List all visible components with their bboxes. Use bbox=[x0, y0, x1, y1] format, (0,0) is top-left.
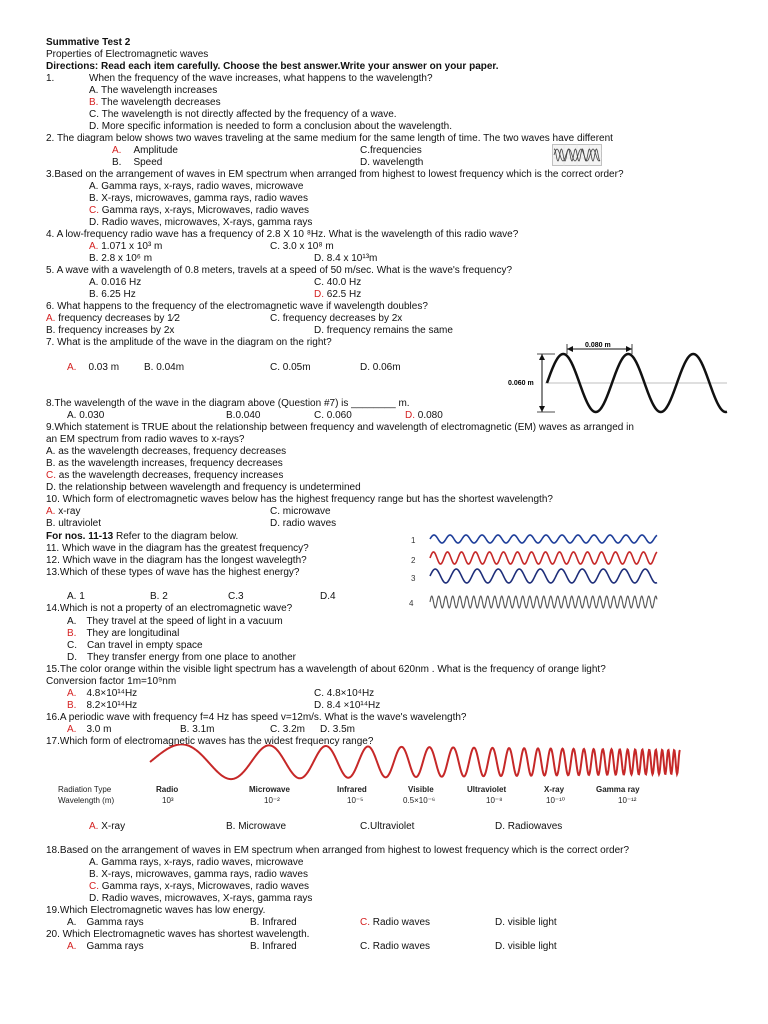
q4-option-c: C. 3.0 x 10⁸ m bbox=[270, 241, 334, 252]
q10-a-text: x-ray bbox=[55, 506, 81, 517]
q2-option-a bbox=[112, 145, 178, 157]
q15-a-letter: A. bbox=[67, 688, 77, 699]
q6-text: 6. What happens to the frequency of the electromagnetic wave if wavelength doubles? bbox=[46, 301, 428, 312]
q11-13-option-b: B. 2 bbox=[150, 591, 168, 602]
q3-option-c bbox=[89, 205, 309, 217]
q9-option-c bbox=[46, 470, 283, 482]
wave-4 bbox=[430, 596, 657, 608]
arrowhead-top bbox=[539, 354, 545, 360]
q16-option-b: B. 3.1m bbox=[180, 724, 215, 735]
q19-option-d: D. visible light bbox=[495, 917, 557, 928]
radio-wavelength: 10³ bbox=[162, 796, 174, 805]
q1-b-text: The wavelength decreases bbox=[98, 97, 221, 108]
q2-option-d: D. wavelength bbox=[360, 157, 424, 168]
q2-b-text: Speed bbox=[133, 157, 163, 168]
q3-option-d: D. Radio waves, microwaves, X-rays, gamma rays bbox=[89, 217, 313, 228]
q18-c-text: Gamma rays, x-rays, Microwaves, radio waves bbox=[99, 881, 310, 892]
q1-option-c: C. The wavelength is not directly affected by the frequency of a wave. bbox=[89, 109, 397, 120]
q19-a-text: Gamma rays bbox=[86, 917, 144, 928]
q3-c-text: Gamma rays, x-rays, Microwaves, radio waves bbox=[99, 205, 310, 216]
test-title: Summative Test 2 bbox=[46, 37, 131, 48]
q11-13-option-a: A. 1 bbox=[67, 591, 85, 602]
q2-option-c: C.frequencies bbox=[360, 145, 422, 156]
q11-13-option-d: D.4 bbox=[320, 591, 336, 602]
q14-b-text: They are longitudinal bbox=[86, 628, 180, 639]
q5-option-a: A. 0.016 Hz bbox=[89, 277, 142, 288]
q13-text: 13.Which of these types of wave has the highest energy? bbox=[46, 567, 300, 578]
amplitude-label: 0.060 m bbox=[508, 380, 534, 387]
q20-text: 20. Which Electromagnetic waves has shortest wavelength. bbox=[46, 929, 310, 940]
q15-option-b bbox=[67, 700, 137, 712]
q15-option-d: D. 8.4 ×10¹⁴Hz bbox=[314, 700, 381, 711]
q16-option-a bbox=[67, 724, 111, 736]
q16-a-text: 3.0 m bbox=[86, 724, 112, 735]
q15-a-text: 4.8×10¹⁴Hz bbox=[86, 688, 138, 699]
q14-a-text: They travel at the speed of light in a vacuum bbox=[86, 616, 283, 627]
wave-label-3: 3 bbox=[411, 574, 416, 583]
q18-c-letter: C. bbox=[89, 881, 99, 892]
q10-option-b: B. ultraviolet bbox=[46, 518, 102, 529]
em-spectrum-diagram bbox=[50, 744, 690, 810]
test-subtitle: Properties of Electromagnetic waves bbox=[46, 49, 209, 60]
q5-option-d bbox=[314, 289, 361, 301]
q17-a-letter: A. bbox=[89, 821, 99, 832]
q7-a-text: 0.03 m bbox=[88, 362, 120, 373]
q14-option-d bbox=[67, 652, 296, 664]
q6-option-a bbox=[46, 313, 180, 325]
q16-option-d: D. 3.5m bbox=[320, 724, 356, 735]
q10-a-letter: A. bbox=[46, 506, 56, 517]
q5-option-c: C. 40.0 Hz bbox=[314, 277, 362, 288]
q2-a-letter: A. bbox=[112, 145, 122, 156]
q18-option-b: B. X-rays, microwaves, gamma rays, radio waves bbox=[89, 869, 308, 880]
q18-text: 18.Based on the arrangement of waves in EM spectrum when arranged from highest to lowest frequency which is the correct order? bbox=[46, 845, 630, 856]
q15-b-text: 8.2×10¹⁴Hz bbox=[86, 700, 138, 711]
q17-option-a bbox=[89, 821, 125, 833]
q7-option-a bbox=[67, 362, 119, 374]
q8-option-a: A. 0.030 bbox=[67, 410, 105, 421]
q4-a-text: 1.071 x 10³ m bbox=[98, 241, 163, 252]
q6-option-c: C. frequency decreases by 2x bbox=[270, 313, 403, 324]
q10-option-d: D. radio waves bbox=[270, 518, 337, 529]
gamma-ray-wavelength: 10⁻¹² bbox=[618, 796, 637, 805]
q6-a-text: frequency decreases by 1⁄2 bbox=[55, 313, 180, 324]
q19-a-letter: A. bbox=[67, 917, 77, 928]
q5-option-b: B. 6.25 Hz bbox=[89, 289, 136, 300]
x-ray-wavelength: 10⁻¹⁰ bbox=[546, 796, 565, 805]
q17-text: 17.Which form of electromagnetic waves has the widest frequency range? bbox=[46, 736, 374, 747]
q14-option-c bbox=[67, 640, 203, 652]
directions: Directions: Read each item carefully. Choose the best answer.Write your answer on your paper. bbox=[46, 61, 499, 72]
q7-a-letter: A. bbox=[67, 362, 77, 373]
q14-b-letter: B. bbox=[67, 628, 77, 639]
q14-option-b bbox=[67, 628, 179, 640]
q8-option-d bbox=[405, 410, 443, 422]
wave-label-2: 2 bbox=[411, 556, 416, 565]
q20-a-text: Gamma rays bbox=[86, 941, 144, 952]
q7-option-c: C. 0.05m bbox=[270, 362, 311, 373]
q1-number: 1. bbox=[46, 73, 55, 84]
q15-b-letter: B. bbox=[67, 700, 77, 711]
q6-a-letter: A. bbox=[46, 313, 56, 324]
q14-d-letter: D. bbox=[67, 652, 77, 663]
q11-13-intro-text: Refer to the diagram below. bbox=[113, 531, 239, 542]
q11-13-intro-bold: For nos. 11-13 bbox=[46, 531, 114, 542]
q9-option-b: B. as the wavelength increases, frequency decreases bbox=[46, 458, 283, 469]
q19-text: 19.Which Electromagnetic waves has low energy. bbox=[46, 905, 266, 916]
q1-option-a: A. The wavelength increases bbox=[89, 85, 218, 96]
q19-option-b: B. Infrared bbox=[250, 917, 297, 928]
q11-text: 11. Which wave in the diagram has the greatest frequency? bbox=[46, 543, 309, 554]
q1-text: When the frequency of the wave increases, what happens to the wavelength? bbox=[89, 73, 433, 84]
arrowhead-bottom bbox=[539, 406, 545, 412]
q3-c-letter: C. bbox=[89, 205, 99, 216]
microwave-label: Microwave bbox=[249, 785, 290, 794]
q18-option-c bbox=[89, 881, 309, 893]
q9-c-text: as the wavelength decreases, frequency increases bbox=[56, 470, 284, 481]
q9-c-letter: C. bbox=[46, 470, 56, 481]
q4-option-d: D. 8.4 x 10¹³m bbox=[314, 253, 378, 264]
q7-wave-diagram bbox=[505, 338, 730, 420]
q19-option-c bbox=[360, 917, 430, 929]
q2-two-waves-diagram bbox=[552, 144, 602, 166]
q8-d-text: 0.080 bbox=[415, 410, 443, 421]
q3-option-a: A. Gamma rays, x-rays, radio waves, microwave bbox=[89, 181, 304, 192]
q14-a-letter: A. bbox=[67, 616, 77, 627]
wave-3 bbox=[430, 569, 657, 583]
q9-text-line2: an EM spectrum from radio waves to x-rays? bbox=[46, 434, 245, 445]
q4-a-letter: A. bbox=[89, 241, 99, 252]
q12-text: 12. Which wave in the diagram has the longest wavelegth? bbox=[46, 555, 307, 566]
q9-option-a: A. as the wavelength decreases, frequency decreases bbox=[46, 446, 287, 457]
q17-option-d: D. Radiowaves bbox=[495, 821, 563, 832]
q6-option-b: B. frequency increases by 2x bbox=[46, 325, 175, 336]
radio-label: Radio bbox=[156, 785, 179, 794]
infrared-label: Infrared bbox=[337, 785, 367, 794]
infrared-wavelength: 10⁻⁵ bbox=[347, 796, 364, 805]
q7-option-b: B. 0.04m bbox=[144, 362, 185, 373]
q20-option-b: B. Infrared bbox=[250, 941, 297, 952]
q4-option-a bbox=[89, 241, 162, 253]
visible-label: Visible bbox=[408, 785, 434, 794]
arrowhead-right bbox=[626, 346, 632, 352]
q5-text: 5. A wave with a wavelength of 0.8 meters, travels at a speed of 50 m/sec. What is the wave's frequency? bbox=[46, 265, 513, 276]
q11-13-option-c: C.3 bbox=[228, 591, 244, 602]
q2-text: 2. The diagram below shows two waves traveling at the same medium for the same length of time. The two waves have different bbox=[46, 133, 613, 144]
q18-option-a: A. Gamma rays, x-rays, radio waves, microwave bbox=[89, 857, 304, 868]
q19-option-a bbox=[67, 917, 144, 929]
q19-c-text: Radio waves bbox=[370, 917, 431, 928]
q1-option-b bbox=[89, 97, 221, 109]
arrowhead-left bbox=[567, 346, 573, 352]
wave-label-4: 4 bbox=[409, 599, 414, 608]
wave-label-1: 1 bbox=[411, 536, 416, 545]
q14-text: 14.Which is not a property of an electromagnetic wave? bbox=[46, 603, 293, 614]
wave-2 bbox=[430, 552, 657, 564]
q4-option-b: B. 2.8 x 10⁶ m bbox=[89, 253, 153, 264]
q14-c-letter: C. bbox=[67, 640, 77, 651]
q14-d-text: They transfer energy from one place to another bbox=[87, 652, 297, 663]
q10-text: 10. Which form of electromagnetic waves below has the highest frequency range but has the shortest wavelength? bbox=[46, 494, 553, 505]
four-waves-diagram bbox=[405, 530, 665, 614]
microwave-wavelength: 10⁻² bbox=[264, 796, 280, 805]
q20-a-letter: A. bbox=[67, 941, 77, 952]
q2-a-text: Amplitude bbox=[133, 145, 178, 156]
q15-option-a bbox=[67, 688, 137, 700]
q8-option-b: B.0.040 bbox=[226, 410, 261, 421]
q10-option-c: C. microwave bbox=[270, 506, 331, 517]
q17-a-text: X-ray bbox=[98, 821, 126, 832]
q8-option-c: C. 0.060 bbox=[314, 410, 352, 421]
radiation-type-label: Radiation Type bbox=[58, 785, 112, 794]
q8-text: 8.The wavelength of the wave in the diagram above (Question #7) is ________ m. bbox=[46, 398, 410, 409]
wavelength-label: 0.080 m bbox=[585, 342, 611, 349]
q6-option-d: D. frequency remains the same bbox=[314, 325, 453, 336]
ultraviolet-wavelength: 10⁻⁸ bbox=[486, 796, 503, 805]
q3-option-b: B. X-rays, microwaves, gamma rays, radio waves bbox=[89, 193, 308, 204]
q11-13-intro bbox=[46, 531, 238, 543]
gamma-ray-label: Gamma ray bbox=[596, 785, 640, 794]
q4-text: 4. A low-frequency radio wave has a frequency of 2.8 X 10 ⁸Hz. What is the wavelength of this radio wave? bbox=[46, 229, 519, 240]
q1-b-letter: B. bbox=[89, 97, 99, 108]
q16-option-c: C. 3.2m bbox=[270, 724, 306, 735]
wavelength-m-label: Wavelength (m) bbox=[58, 796, 115, 805]
q7-text: 7. What is the amplitude of the wave in the diagram on the right? bbox=[46, 337, 332, 348]
q15-option-c: C. 4.8×10⁴Hz bbox=[314, 688, 375, 699]
x-ray-label: X-ray bbox=[544, 785, 565, 794]
q3-text: 3.Based on the arrangement of waves in EM spectrum when arranged from highest to lowest frequency which is the correct order? bbox=[46, 169, 624, 180]
ultraviolet-label: Ultraviolet bbox=[467, 785, 507, 794]
q15-text: 15.The color orange within the visible light spectrum has a wavelength of about 620nm . What is the frequency of orange light? bbox=[46, 664, 606, 675]
q5-d-letter: D. bbox=[314, 289, 324, 300]
wave-1 bbox=[430, 535, 657, 543]
q9-text-line1: 9.Which statement is TRUE about the relationship between frequency and wavelength of electromagnetic (EM) waves as arranged in bbox=[46, 422, 634, 433]
q7-option-d: D. 0.06m bbox=[360, 362, 401, 373]
q19-c-letter: C. bbox=[360, 917, 370, 928]
q10-option-a bbox=[46, 506, 80, 518]
spectrum-wave bbox=[150, 744, 680, 779]
visible-wavelength: 0.5×10⁻⁶ bbox=[403, 796, 436, 805]
q9-option-d: D. the relationship between wavelength and frequency is undetermined bbox=[46, 482, 361, 493]
q17-option-b: B. Microwave bbox=[226, 821, 287, 832]
q16-text: 16.A periodic wave with frequency f=4 Hz has speed v=12m/s. What is the wave's wavelength? bbox=[46, 712, 467, 723]
q20-option-c: C. Radio waves bbox=[360, 941, 431, 952]
q20-option-d: D. visible light bbox=[495, 941, 557, 952]
q16-a-letter: A. bbox=[67, 724, 77, 735]
q5-d-text: 62.5 Hz bbox=[324, 289, 362, 300]
q14-c-text: Can travel in empty space bbox=[87, 640, 203, 651]
q2-option-b bbox=[112, 157, 162, 169]
q17-option-c: C.Ultraviolet bbox=[360, 821, 415, 832]
q15-conversion: Conversion factor 1m=10⁹nm bbox=[46, 676, 177, 687]
q20-option-a bbox=[67, 941, 144, 953]
q2-b-letter: B. bbox=[112, 157, 122, 168]
q14-option-a bbox=[67, 616, 283, 628]
q18-option-d: D. Radio waves, microwaves, X-rays, gamma rays bbox=[89, 893, 313, 904]
q1-option-d: D. More specific information is needed to form a conclusion about the wavelength. bbox=[89, 121, 452, 132]
q8-d-letter: D. bbox=[405, 410, 415, 421]
